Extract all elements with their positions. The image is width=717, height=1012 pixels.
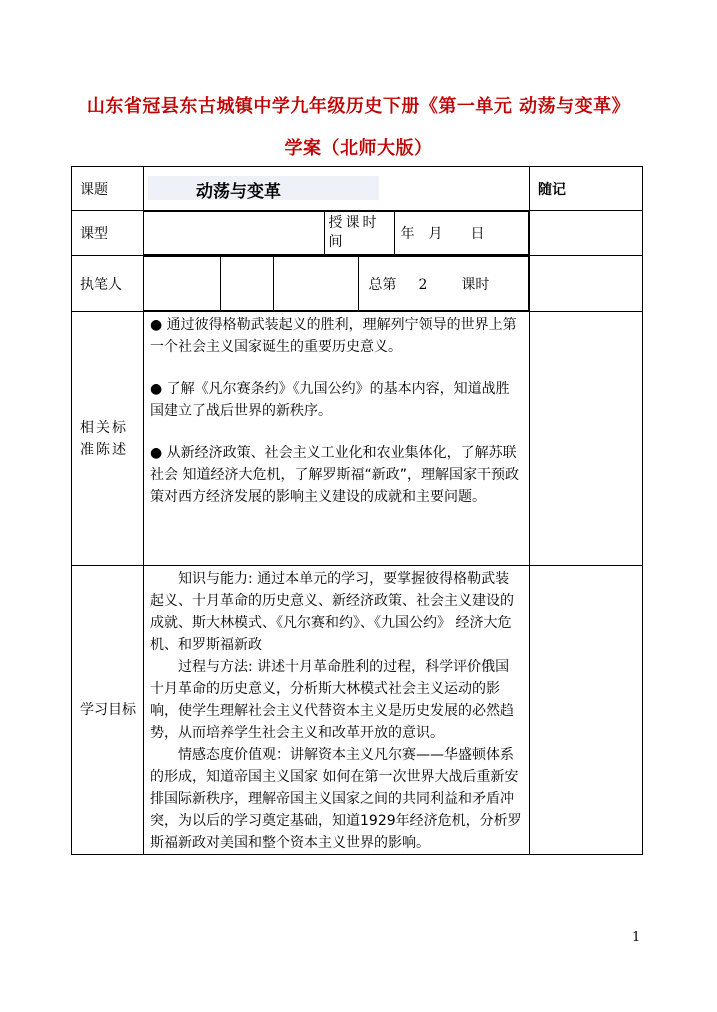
standard-item-3: ● 从新经济政策、社会主义工业化和农业集体化，了解苏联社会 知道经济大危机，了解罗斯福“新政”，理解国家干预政策对西方经济发展的影响主义建设的成就和主要问题。	[150, 445, 519, 505]
author-label: 执笔人	[72, 256, 144, 312]
standard-item-1: ● 通过彼得格勒武装起义的胜利，理解列宁领导的世界上第一个社会主义国家诞生的重要历史意义。	[150, 317, 517, 355]
author-value	[144, 257, 220, 311]
lesson-unit: 课时	[461, 276, 490, 293]
notes-cell-2	[530, 211, 643, 256]
topic-label: 课题	[72, 167, 144, 211]
goal-process: 过程与方法: 讲述十月革命胜利的过程，科学评价俄国十月革命的历史意义，分析斯大林模式社会主义运动的影响，使学生理解社会主义代替资本主义是历史发展的必然趋势，从而培养学生社会主义和改革开放的意识。	[150, 659, 514, 741]
standards-label: 相关标准陈述	[72, 312, 144, 566]
author-blank-2	[273, 257, 358, 311]
goals-row	[72, 566, 643, 855]
total-label: 总第	[368, 276, 397, 293]
document-title-line1: 山东省冠县东古城镇中学九年级历史下册《第一单元 动荡与变革》	[86, 96, 631, 117]
total-value: 2	[418, 276, 428, 293]
lesson-count	[358, 257, 529, 311]
class-time-label: 授课时间	[324, 212, 394, 255]
author-row	[72, 256, 643, 312]
topic-cell	[144, 167, 530, 211]
standard-item-2: ● 了解《凡尔赛条约》《九国公约》的基本内容，知道战胜国建立了战后世界的新秩序。	[150, 381, 510, 419]
notes-cell-5	[530, 566, 643, 855]
standards-cell	[144, 312, 530, 566]
topic-row	[72, 167, 643, 211]
document-title-line2: 学案（北师大版）	[284, 138, 433, 159]
type-value	[144, 212, 324, 255]
class-date: 年 月 日	[394, 212, 529, 255]
type-label: 课型	[72, 211, 144, 256]
page-number: 1	[632, 930, 641, 945]
goal-values: 情感态度价值观：讲解资本主义凡尔赛——华盛顿体系的形成，知道帝国主义国家 如何在第一次世界大战后重新安排国际新秩序，理解帝国主义国家之间的共同利益和矛盾冲突，为以后的学习奠定基础，知道1929年经济危机，分析罗斯福新政对美国和整个资本主义世界的影响。	[150, 747, 522, 851]
notes-cell-4	[530, 312, 643, 566]
type-row	[72, 211, 643, 256]
goals-cell	[144, 566, 530, 855]
topic-value: 动荡与变革	[196, 181, 281, 202]
goals-label: 学习目标	[72, 566, 144, 855]
lesson-plan-table	[71, 166, 643, 855]
notes-cell-3	[530, 256, 643, 312]
standards-row	[72, 312, 643, 566]
goal-knowledge: 知识与能力: 通过本单元的学习，要掌握彼得格勒武装起义、十月革命的历史意义、新经济政策、社会主义建设的成就、斯大林模式、《凡尔赛和约》、《九国公约》 经济大危机、和罗斯福新政	[150, 571, 514, 653]
author-blank-1	[220, 257, 273, 311]
notes-header: 随记	[530, 167, 643, 211]
